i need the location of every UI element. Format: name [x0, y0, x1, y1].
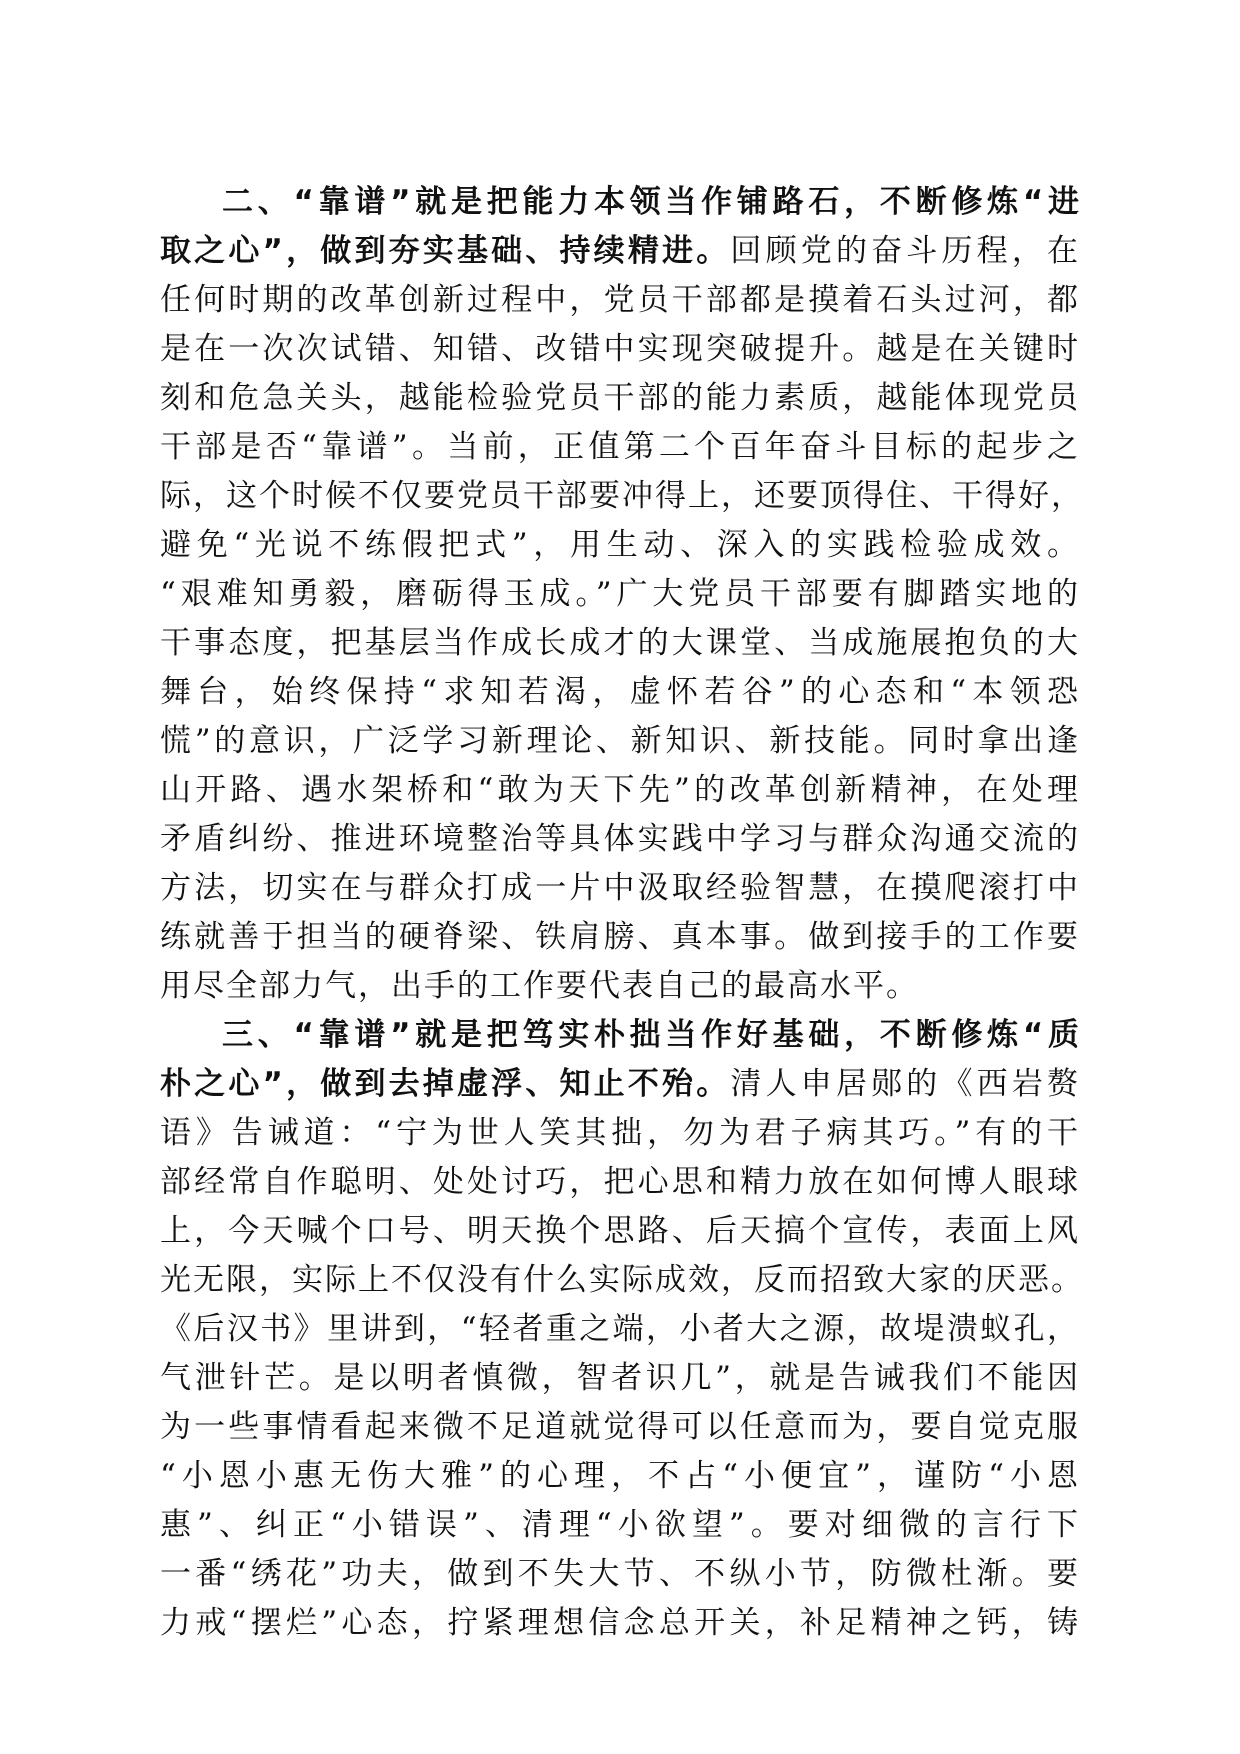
body-line: 气泄针芒。是以明者慎微，智者识几”，就是告诫我们不能因: [160, 1360, 1080, 1396]
section-3-heading-rest: 清人申居郧的《西岩赘: [730, 1066, 1081, 1102]
body-line: 部经常自作聪明、处处讨巧，把心思和精力放在如何博人眼球: [160, 1164, 1080, 1200]
body-line: 语》告诫道：“宁为世人笑其拙，勿为君子病其巧。”有的干: [160, 1115, 1080, 1151]
body-line: “艰难知勇毅，磨砺得玉成。”广大党员干部要有脚踏实地的: [160, 576, 1080, 612]
body-line: 一番“绣花”功夫，做到不失大节、不纵小节，防微杜渐。要: [160, 1556, 1080, 1592]
body-line: 矛盾纠纷、推进环境整治等具体实践中学习与群众沟通交流的: [160, 821, 1080, 857]
body-line: “小恩小惠无伤大雅”的心理，不占“小便宜”，谨防“小恩: [160, 1458, 1080, 1494]
section-2-heading-line-2: [160, 227, 1080, 276]
body-line: 为一些事情看起来微不足道就觉得可以任意而为，要自觉克服: [160, 1409, 1080, 1445]
body-line: 慌”的意识，广泛学习新理论、新知识、新技能。同时拿出逢: [160, 723, 1080, 759]
section-3-heading-bold: 朴之心”，做到去掉虚浮、知止不殆。: [160, 1066, 731, 1102]
body-line: 《后汉书》里讲到，“轻者重之端，小者大之源，故堤溃蚁孔，: [160, 1311, 1080, 1347]
section-2-heading-bold: 取之心”，做到夯实基础、持续精进。: [160, 233, 731, 269]
section-3-heading-line-1: 三、“靠谱”就是把笃实朴拙当作好基础，不断修炼“质: [222, 1017, 1080, 1053]
body-line: 舞台，始终保持“求知若渴，虚怀若谷”的心态和“本领恐: [160, 674, 1080, 710]
body-line: 刻和危急关头，越能检验党员干部的能力素质，越能体现党员: [160, 380, 1080, 416]
body-line: 光无限，实际上不仅没有什么实际成效，反而招致大家的厌恶。: [160, 1262, 1084, 1298]
body-line: 避免“光说不练假把式”，用生动、深入的实践检验成效。: [160, 527, 1080, 563]
body-line: 任何时期的改革创新过程中，党员干部都是摸着石头过河，都: [160, 282, 1080, 318]
body-line: 是在一次次试错、知错、改错中实现突破提升。越是在关键时: [160, 331, 1080, 367]
body-line: 练就善于担当的硬脊梁、铁肩膀、真本事。做到接手的工作要: [160, 919, 1080, 955]
body-line: 干事态度，把基层当作成长成才的大课堂、当成施展抱负的大: [160, 625, 1080, 661]
section-2-heading-rest: 回顾党的奋斗历程，在: [730, 233, 1081, 269]
document-page: [160, 178, 1084, 1648]
paragraph-section-3: [160, 1011, 1084, 1648]
section-2-heading-line-1: 二、“靠谱”就是把能力本领当作铺路石，不断修炼“进: [222, 184, 1080, 220]
body-line: 上，今天喊个口号、明天换个思路、后天搞个宣传，表面上风: [160, 1213, 1080, 1249]
body-line: 干部是否“靠谱”。当前，正值第二个百年奋斗目标的起步之: [160, 429, 1080, 465]
body-line: 惠”、纠正“小错误”、清理“小欲望”。要对细微的言行下: [160, 1507, 1080, 1543]
body-line: 方法，切实在与群众打成一片中汲取经验智慧，在摸爬滚打中: [160, 870, 1080, 906]
body-line: 际，这个时候不仅要党员干部要冲得上，还要顶得住、干得好，: [160, 478, 1084, 514]
body-line: 山开路、遇水架桥和“敢为天下先”的改革创新精神，在处理: [160, 772, 1080, 808]
body-line: 力戒“摆烂”心态，拧紧理想信念总开关，补足精神之钙，铸: [160, 1605, 1080, 1641]
body-line-last: 用尽全部力气，出手的工作要代表自己的最高水平。: [160, 968, 919, 1004]
section-3-heading-line-2: [160, 1060, 1080, 1109]
paragraph-section-2: [160, 178, 1084, 1011]
